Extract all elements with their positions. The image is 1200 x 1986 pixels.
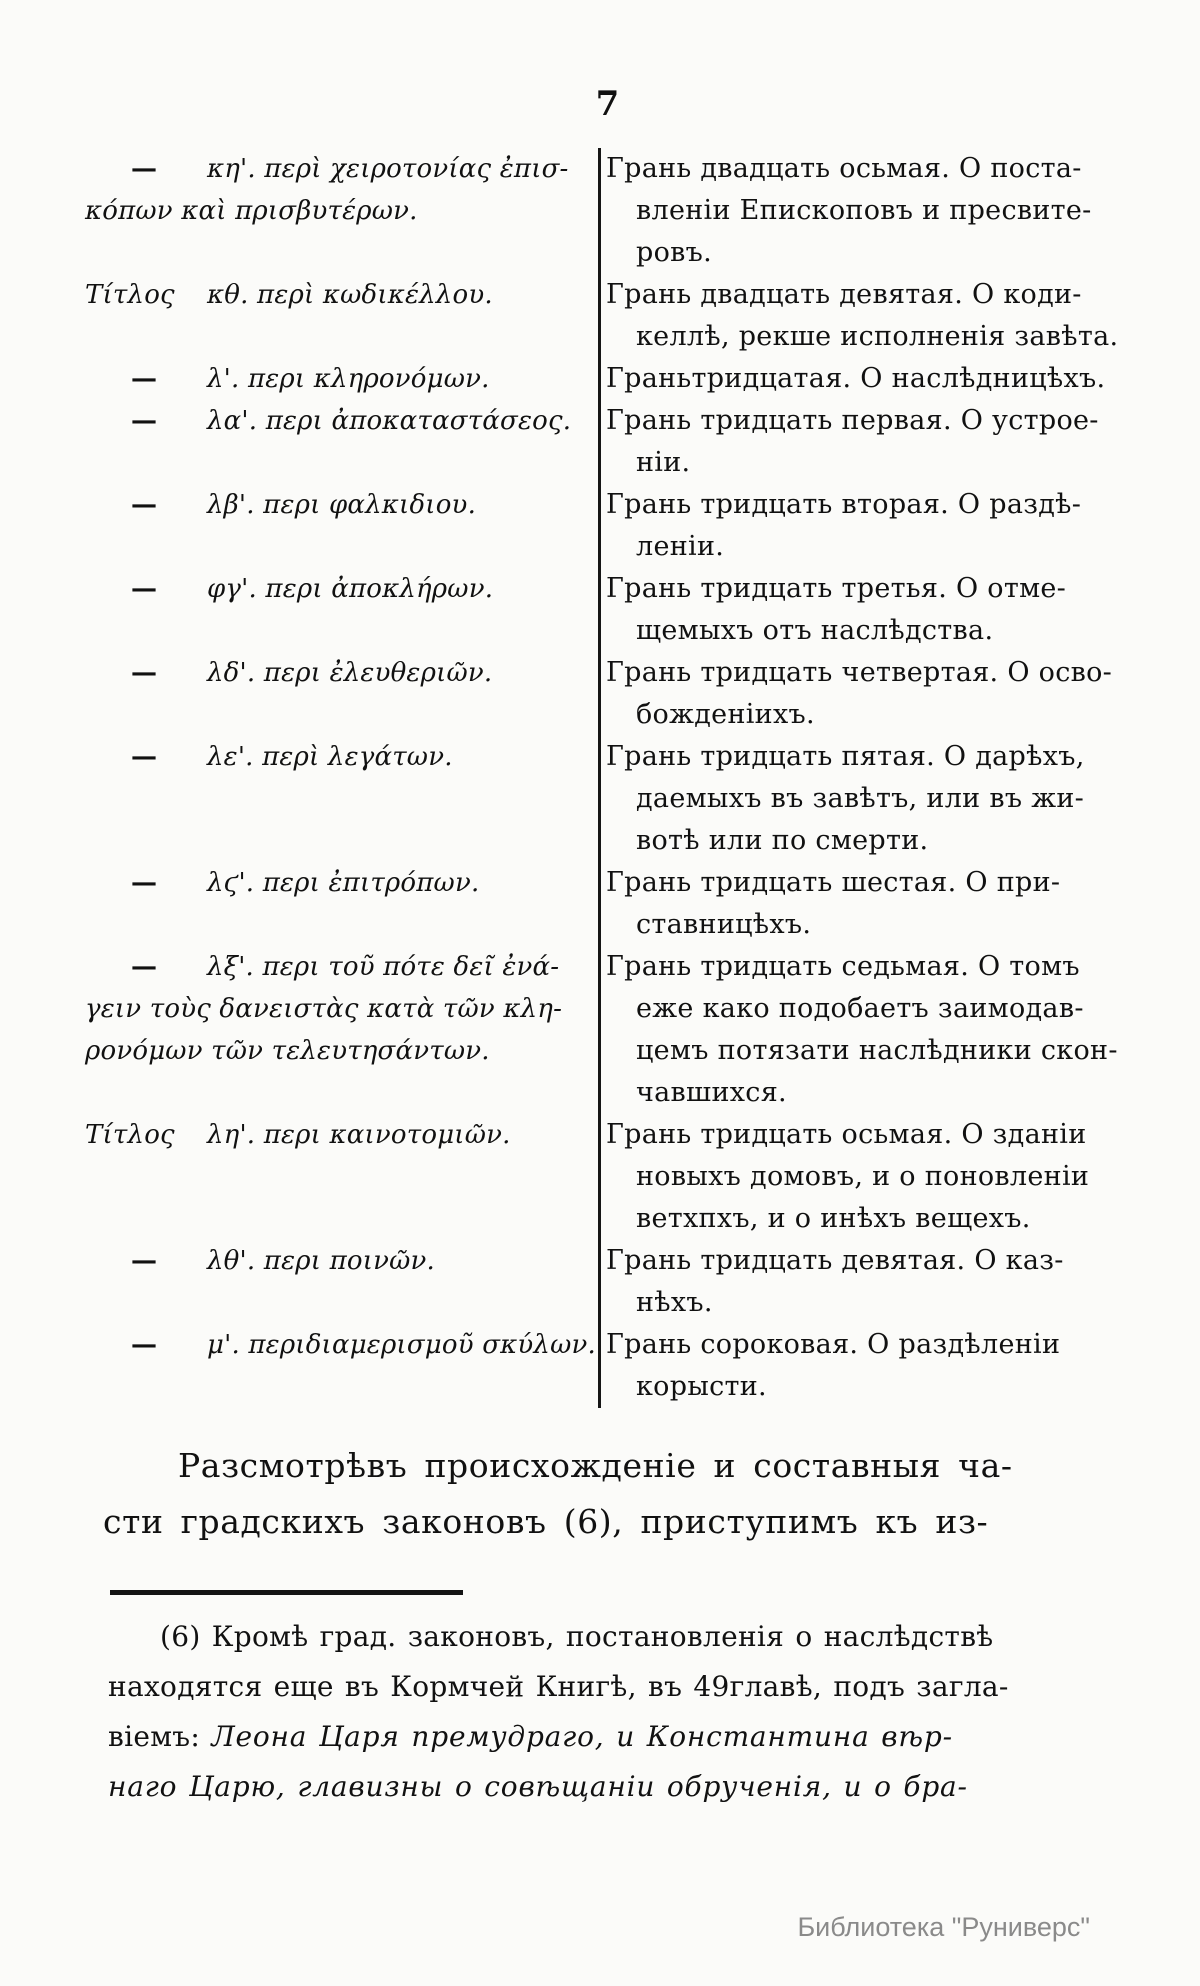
toc-russian-line: Грань тридцать первая. О устрое- xyxy=(606,405,1099,436)
toc-russian-line: Граньтридцатая. О наслѣдницѣхъ. xyxy=(606,363,1106,394)
toc-table xyxy=(85,148,1119,1408)
toc-marker: — xyxy=(131,574,158,604)
toc-russian-line: Грань тридцать шестая. О при- xyxy=(606,867,1061,898)
toc-greek-text: λθ'. περι ποινῶν. xyxy=(207,1246,436,1276)
toc-russian-line: даемыхъ въ завѣтъ, или въ жи- xyxy=(636,783,1085,814)
toc-greek-line: γειν τοὺς δανειστὰς κατὰ τῶν κλη- xyxy=(85,994,563,1024)
toc-russian-line: божденіихъ. xyxy=(636,699,815,730)
toc-greek-cell xyxy=(85,1324,598,1408)
toc-greek-cell xyxy=(85,274,598,358)
footnote-text: віемъ: xyxy=(108,1720,212,1753)
footnote-text: находятся еще въ Кормчей Книгѣ, въ 49главѣ, подъ загла- xyxy=(108,1670,1009,1703)
toc-marker: Τίτλος xyxy=(85,280,175,310)
toc-marker: — xyxy=(131,406,158,436)
toc-greek-text: μ'. περιδιαμερισμοῦ σκύλων. xyxy=(207,1330,596,1360)
toc-greek-line xyxy=(85,484,594,526)
toc-marker: — xyxy=(131,658,158,688)
toc-russian-line: Грань тридцать осьмая. О зданіи xyxy=(606,1119,1087,1150)
toc-russian-line: нѣхъ. xyxy=(636,1287,713,1318)
toc-russian-cell xyxy=(598,148,1118,274)
footnote-text: (6) Кромѣ град. законовъ, постановленія о наслѣдствѣ xyxy=(160,1620,994,1653)
toc-russian-line: ровъ. xyxy=(636,237,713,268)
toc-greek-cell xyxy=(85,862,598,946)
toc-greek-line xyxy=(85,862,594,904)
toc-greek-cell xyxy=(85,484,598,568)
toc-greek-cell xyxy=(85,652,598,736)
toc-greek-text: κθ. περὶ κωδικέλλου. xyxy=(207,280,493,310)
paragraph-line: Разсмотрѣвъ происхожденіе и составныя ча- xyxy=(178,1446,1013,1485)
toc-greek-text: λβ'. περι φαλκιδιου. xyxy=(207,490,477,520)
toc-russian-line: ніи. xyxy=(636,447,691,478)
footnote xyxy=(108,1612,1108,1812)
toc-russian-cell xyxy=(598,1324,1118,1408)
toc-russian-line: ветхпхъ, и о инѣхъ вещехъ. xyxy=(636,1203,1031,1234)
toc-greek-cell xyxy=(85,1114,598,1240)
footnote-text-italic: Леона Царя премудраго, и Константина вѣр- xyxy=(211,1720,953,1753)
toc-greek-line xyxy=(85,358,594,400)
toc-russian-cell xyxy=(598,1114,1118,1240)
toc-russian-line: Грань тридцать пятая. О дарѣхъ, xyxy=(606,741,1085,772)
toc-greek-text: λη'. περι καινοτομιῶν. xyxy=(207,1120,511,1150)
toc-russian-cell xyxy=(598,358,1118,400)
toc-marker: — xyxy=(131,490,158,520)
toc-russian-cell xyxy=(598,274,1118,358)
toc-russian-line: ставницѣхъ. xyxy=(636,909,812,940)
paragraph-line: сти градскихъ законовъ (6), приступимъ къ из- xyxy=(103,1502,989,1541)
toc-russian-line: чавшихся. xyxy=(636,1077,787,1108)
toc-greek-cell xyxy=(85,946,598,1114)
toc-greek-line xyxy=(85,1240,594,1282)
closing-paragraph xyxy=(103,1438,1103,1550)
toc-russian-line: цемъ потязати наслѣдники скон- xyxy=(636,1035,1118,1066)
toc-greek-text: λα'. περι ἀποκαταστάσεος. xyxy=(207,406,572,436)
toc-marker: Τίτλος xyxy=(85,1120,175,1150)
toc-greek-line: κόπων καὶ πρισβυτέρων. xyxy=(85,196,418,226)
toc-russian-cell xyxy=(598,946,1118,1114)
toc-russian-cell xyxy=(598,1240,1118,1324)
toc-russian-line: Грань тридцать седьмая. О томъ xyxy=(606,951,1080,982)
toc-russian-line: леніи. xyxy=(636,531,725,562)
footnote-divider xyxy=(110,1590,463,1595)
toc-greek-line: ρονόμων τῶν τελευτησάντων. xyxy=(85,1036,490,1066)
toc-marker: — xyxy=(131,742,158,772)
toc-greek-cell xyxy=(85,736,598,862)
toc-greek-line xyxy=(85,652,594,694)
toc-marker: — xyxy=(131,1330,158,1360)
toc-russian-cell xyxy=(598,736,1118,862)
toc-russian-line: еже како подобаетъ заимодав- xyxy=(636,993,1084,1024)
toc-russian-cell xyxy=(598,484,1118,568)
toc-russian-line: Грань тридцать вторая. О раздѣ- xyxy=(606,489,1082,520)
toc-russian-line: Грань тридцать третья. О отме- xyxy=(606,573,1067,604)
toc-russian-line: Грань двадцать осьмая. О поста- xyxy=(606,153,1082,184)
toc-marker: — xyxy=(131,952,158,982)
footnote-line xyxy=(108,1612,1108,1662)
toc-marker: — xyxy=(131,1246,158,1276)
toc-russian-line: Грань двадцать девятая. О коди- xyxy=(606,279,1082,310)
toc-russian-line: вленіи Епископовъ и пресвите- xyxy=(636,195,1092,226)
toc-greek-text: κη'. περὶ χειροτονίας ἐπισ- xyxy=(207,154,569,184)
toc-greek-cell xyxy=(85,568,598,652)
toc-greek-cell xyxy=(85,358,598,400)
toc-greek-line xyxy=(85,946,594,988)
toc-greek-line xyxy=(85,400,594,442)
toc-greek-line xyxy=(85,1114,594,1156)
page-number: 7 xyxy=(595,84,620,124)
toc-greek-text: λξ'. περι τοῦ πότε δεῖ ἐνά- xyxy=(207,952,560,982)
toc-marker: — xyxy=(131,868,158,898)
toc-greek-line xyxy=(85,736,594,778)
toc-russian-cell xyxy=(598,400,1118,484)
footnote-line xyxy=(108,1712,1108,1762)
toc-greek-line xyxy=(85,568,594,610)
toc-russian-cell xyxy=(598,652,1118,736)
footnote-line xyxy=(108,1662,1108,1712)
toc-marker: — xyxy=(131,154,158,184)
toc-greek-line xyxy=(85,1324,594,1366)
toc-greek-text: λ'. περι κληρονόμων. xyxy=(207,364,490,394)
toc-russian-line: новыхъ домовъ, и о поновленіи xyxy=(636,1161,1090,1192)
toc-greek-cell xyxy=(85,400,598,484)
library-watermark: Библиотека "Руниверс" xyxy=(797,1912,1090,1942)
toc-greek-text: λε'. περὶ λεγάτων. xyxy=(207,742,453,772)
toc-russian-line: щемыхъ отъ наслѣдства. xyxy=(636,615,994,646)
toc-greek-text: φγ'. περι ἀποκλήρων. xyxy=(207,574,494,604)
toc-russian-line: корысти. xyxy=(636,1371,767,1402)
toc-russian-cell xyxy=(598,862,1118,946)
toc-greek-cell xyxy=(85,1240,598,1324)
toc-russian-line: келлѣ, рекше исполненія завѣта. xyxy=(636,321,1119,352)
toc-greek-text: λδ'. περι ἐλευθεριῶν. xyxy=(207,658,493,688)
toc-russian-line: Грань тридцать девятая. О каз- xyxy=(606,1245,1064,1276)
footnote-text-italic: наго Царю, главизны о совѣщаніи обрученія, и о бра- xyxy=(108,1770,968,1803)
footnote-line xyxy=(108,1762,1108,1812)
toc-greek-cell xyxy=(85,148,598,274)
toc-russian-line: Грань тридцать четвертая. О осво- xyxy=(606,657,1113,688)
toc-greek-text: λϛ'. περι ἐπιτρόπων. xyxy=(207,868,480,898)
toc-greek-line xyxy=(85,148,594,190)
toc-russian-cell xyxy=(598,568,1118,652)
toc-marker: — xyxy=(131,364,158,394)
toc-russian-line: Грань сороковая. О раздѣленіи xyxy=(606,1329,1061,1360)
toc-russian-line: вотѣ или по смерти. xyxy=(636,825,929,856)
toc-greek-line xyxy=(85,274,594,316)
